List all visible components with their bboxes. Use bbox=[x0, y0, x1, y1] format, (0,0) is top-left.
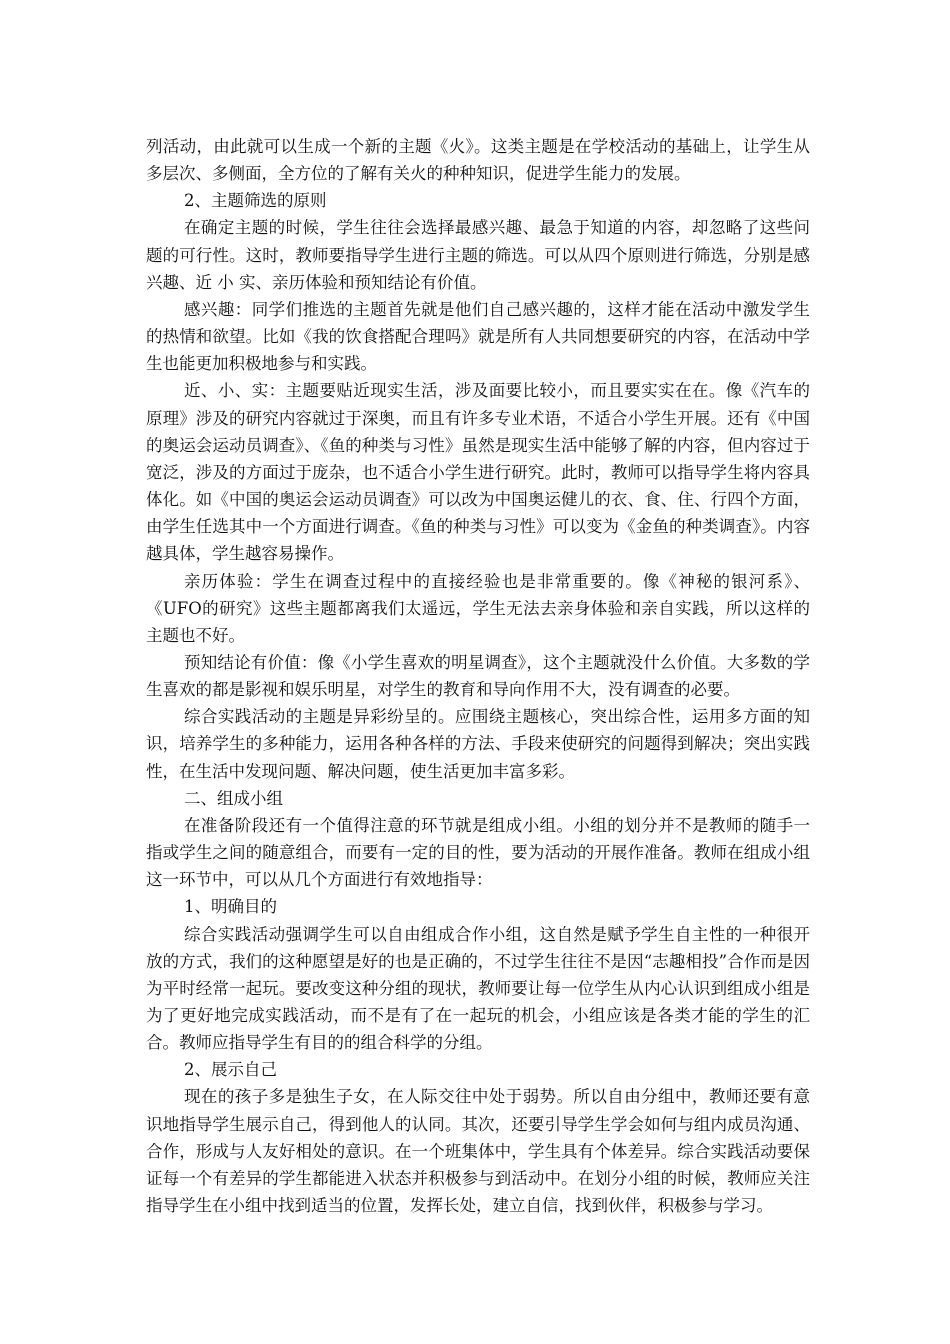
paragraph: 近、小、实：主题要贴近现实生活，涉及面要比较小，而且要实实在在。像《汽车的原理》涉及的研究内容就过于深奥，而且有许多专业术语，不适合小学生开展。还有《中国的奥运会运动员调查》、《鱼的种类与习性》虽然是现实生活中能够了解的内容，但内容过于宽泛，涉及的方面过于庞杂，也不适合小学生进行研究。此时，教师可以指导学生将内容具体化。如《中国的奥运会运动员调查》可以改为中国奥运健儿的衣、食、住、行四个方面，由学生任选其中一个方面进行调查。《鱼的种类与习性》可以变为《金鱼的种类调查》。内容越具体，学生越容易操作。 bbox=[146, 381, 810, 564]
paragraph: 综合实践活动的主题是异彩纷呈的。应围绕主题核心，突出综合性，运用多方面的知识，培养学生的多种能力，运用各种各样的方法、手段来使研究的问题得到解决；突出实践性，在生活中发现问题、解决问题，使生活更加丰富多彩。 bbox=[146, 707, 810, 781]
paragraph: 在准备阶段还有一个值得注意的环节就是组成小组。小组的划分并不是教师的随手一指或学生之间的随意组合，而要有一定的目的性，要为活动的开展作准备。教师在组成小组这一环节中，可以从几个方面进行有效地指导： bbox=[146, 815, 810, 890]
paragraph: 感兴趣：同学们推选的主题首先就是他们自己感兴趣的，这样才能在活动中激发学生的热情和欲望。比如《我的饮食搭配合理吗》就是所有人共同想要研究的内容，在活动中学生也能更加积极地参与和实践。 bbox=[146, 299, 810, 374]
paragraph: 预知结论有价值：像《小学生喜欢的明星调查》，这个主题就没什么价值。大多数的学生喜欢的都是影视和娱乐明星，对学生的教育和导向作用不大，没有调查的必要。 bbox=[146, 652, 810, 700]
subheading: 2、展示自己 bbox=[184, 1060, 277, 1080]
paragraph: 亲历体验：学生在调查过程中的直接经验也是非常重要的。像《神秘的银河系》、《UFO的研究》这些主题都离我们太遥远，学生无法去亲身体验和亲自实践，所以这样的主题也不好。 bbox=[146, 571, 810, 645]
subheading: 1、明确目的 bbox=[184, 897, 277, 917]
section-heading: 二、组成小组 bbox=[184, 788, 283, 808]
paragraph: 综合实践活动强调学生可以自由组成合作小组，这自然是赋予学生自主性的一种很开放的方式，我们的这种愿望是好的也是正确的，不过学生往往不是因“志趣相投”合作而是因为平时经常一起玩。要改变这种分组的现状，教师要让每一位学生从内心认识到组成小组是为了更好地完成实践活动，而不是有了在一起玩的机会，小组应该是各类才能的学生的汇合。教师应指导学生有目的的组合科学的分组。 bbox=[146, 924, 810, 1053]
paragraph: 在确定主题的时候，学生往往会选择最感兴趣、最急于知道的内容，却忽略了这些问题的可行性。这时，教师要指导学生进行主题的筛选。可以从四个原则进行筛选，分别是感兴趣、近 小 实、亲历体验和预知结论有价值。 bbox=[146, 218, 810, 292]
paragraph: 列活动，由此就可以生成一个新的主题《火》。这类主题是在学校活动的基础上，让学生从多层次、多侧面，全方位的了解有关火的种种知识，促进学生能力的发展。 bbox=[146, 137, 810, 184]
document-body bbox=[146, 133, 810, 1219]
paragraph: 现在的孩子多是独生子女，在人际交往中处于弱势。所以自由分组中，教师还要有意识地指导学生展示自己，得到他人的认同。其次，还要引导学生学会如何与组内成员沟通、合作，形成与人友好相处的意识。在一个班集体中，学生具有个体差异。综合实践活动要保证每一个有差异的学生都能进入状态并积极参与到活动中。在划分小组的时候，教师应关注指导学生在小组中找到适当的位置，发挥长处，建立自信，找到伙伴，积极参与学习。 bbox=[146, 1087, 810, 1216]
subheading: 2、主题筛选的原则 bbox=[184, 191, 327, 211]
